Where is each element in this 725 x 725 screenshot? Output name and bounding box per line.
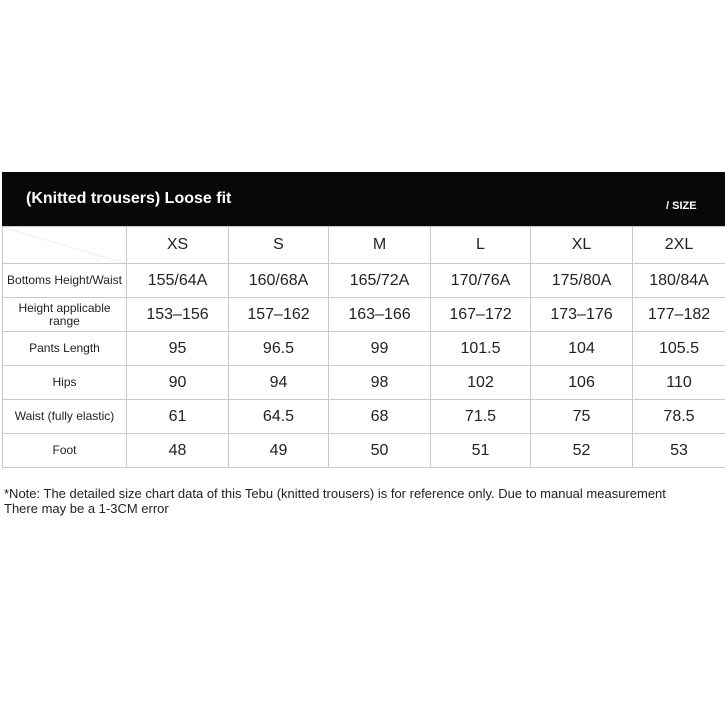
table-cell: 75 <box>531 400 633 434</box>
table-cell: 157–162 <box>229 298 329 332</box>
size-column-header: M <box>329 227 431 264</box>
size-note <box>4 486 719 516</box>
table-row <box>3 298 725 332</box>
table-row <box>3 332 725 366</box>
size-chart-table <box>2 226 725 468</box>
table-cell: 50 <box>329 434 431 468</box>
row-label: Hips <box>3 366 127 400</box>
row-label: Pants Length <box>3 332 127 366</box>
table-cell: 99 <box>329 332 431 366</box>
size-column-header: L <box>431 227 531 264</box>
table-row <box>3 400 725 434</box>
table-cell: 102 <box>431 366 531 400</box>
table-cell: 49 <box>229 434 329 468</box>
table-cell: 90 <box>127 366 229 400</box>
table-cell: 95 <box>127 332 229 366</box>
size-column-header: 2XL <box>633 227 725 264</box>
table-cell: 48 <box>127 434 229 468</box>
table-cell: 160/68A <box>229 264 329 298</box>
table-cell: 61 <box>127 400 229 434</box>
row-label: Waist (fully elastic) <box>3 400 127 434</box>
size-column-header: S <box>229 227 329 264</box>
size-column-header: XS <box>127 227 229 264</box>
table-row <box>3 366 725 400</box>
table-cell: 175/80A <box>531 264 633 298</box>
table-cell: 106 <box>531 366 633 400</box>
table-cell: 71.5 <box>431 400 531 434</box>
table-cell: 170/76A <box>431 264 531 298</box>
row-label: Bottoms Height/Waist <box>3 264 127 298</box>
table-cell: 177–182 <box>633 298 725 332</box>
note-line-2: There may be a 1-3CM error <box>4 501 169 516</box>
table-cell: 64.5 <box>229 400 329 434</box>
size-chart-header <box>2 172 725 226</box>
table-cell: 98 <box>329 366 431 400</box>
size-header-row <box>3 227 725 264</box>
table-cell: 155/64A <box>127 264 229 298</box>
chart-title: (Knitted trousers) Loose fit <box>26 190 232 207</box>
note-line-1: *Note: The detailed size chart data of this Tebu (knitted trousers) is for reference only. Due to manual measurement <box>4 486 666 501</box>
row-label: Height applicable range <box>3 298 127 332</box>
table-cell: 165/72A <box>329 264 431 298</box>
table-cell: 96.5 <box>229 332 329 366</box>
table-cell: 101.5 <box>431 332 531 366</box>
table-cell: 94 <box>229 366 329 400</box>
table-row <box>3 264 725 298</box>
corner-cell <box>3 227 127 264</box>
size-column-header: XL <box>531 227 633 264</box>
table-cell: 110 <box>633 366 725 400</box>
table-cell: 173–176 <box>531 298 633 332</box>
table-cell: 163–166 <box>329 298 431 332</box>
row-label: Foot <box>3 434 127 468</box>
table-cell: 78.5 <box>633 400 725 434</box>
table-cell: 53 <box>633 434 725 468</box>
table-row <box>3 434 725 468</box>
table-cell: 52 <box>531 434 633 468</box>
table-cell: 153–156 <box>127 298 229 332</box>
table-cell: 68 <box>329 400 431 434</box>
table-cell: 180/84A <box>633 264 725 298</box>
table-cell: 105.5 <box>633 332 725 366</box>
size-label: / SIZE <box>666 200 697 212</box>
table-cell: 167–172 <box>431 298 531 332</box>
table-cell: 51 <box>431 434 531 468</box>
table-cell: 104 <box>531 332 633 366</box>
